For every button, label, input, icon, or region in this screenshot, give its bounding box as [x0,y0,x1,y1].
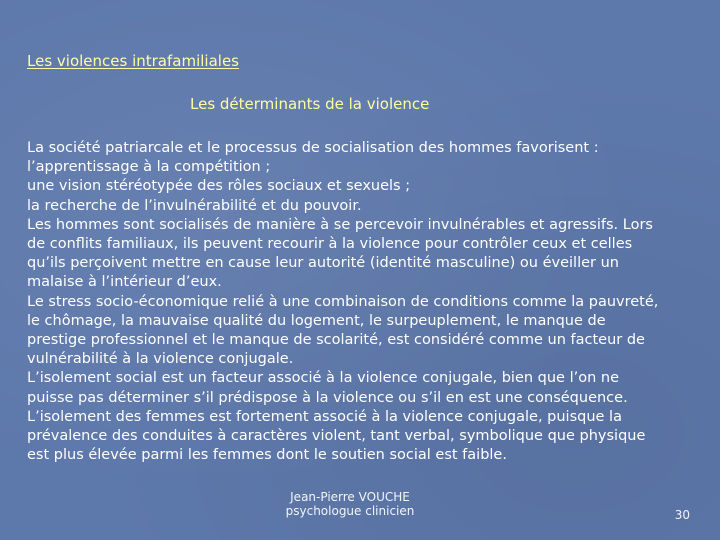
body-line: est plus élevée parmi les femmes dont le soutien social est faible. [27,447,507,464]
slide-title: Les violences intrafamiliales [27,52,239,70]
body-line: une vision stéréotypée des rôles sociaux et sexuels ; [27,178,411,195]
body-line: La société patriarcale et le processus de socialisation des hommes favorisent : [27,140,599,156]
body-line: de conflits familiaux, ils peuvent recourir à la violence pour contrôler ceux et celles [27,236,633,253]
body-line: malaise à l’intérieur d’eux. [27,274,222,291]
footer-author-name: Jean-Pierre VOUCHE [290,490,410,504]
body-line: vulnérabilité à la violence conjugale. [27,351,294,368]
body-line: Les hommes sont socialisés de manière à se percevoir invulnérables et agressifs. Lors [27,216,653,233]
body-line: l’apprentissage à la compétition ; [27,159,271,176]
body-line: L’isolement social est un facteur associé à la violence conjugale, bien que l’on ne [27,370,620,387]
body-line: prestige professionnel et le manque de scolarité, est considéré comme un facteur de [27,332,645,349]
body-line: la recherche de l’invulnérabilité et du pouvoir. [27,197,362,214]
page-number: 30 [674,508,690,522]
body-line: Le stress socio-économique relié à une combinaison de conditions comme la pauvreté, [27,293,659,310]
body-line: le chômage, la mauvaise qualité du logement, le surpeuplement, le manque de [27,312,606,329]
footer-author-role: psychologue clinicien [285,504,415,518]
body-line: L’isolement des femmes est fortement associé à la violence conjugale, puisque la [27,408,622,425]
body-line: prévalence des conduites à caractères violent, tant verbal, symbolique que physique [27,428,646,445]
body-text [27,139,717,465]
slide-subtitle: Les déterminants de la violence [190,95,430,113]
body-line: qu’ils perçoivent mettre en cause leur autorité (identité masculine) ou éveiller un [27,255,619,272]
footer-author [270,490,430,518]
body-line: puisse pas déterminer s’il prédispose à la violence ou s’il en est une conséquence. [27,389,628,406]
